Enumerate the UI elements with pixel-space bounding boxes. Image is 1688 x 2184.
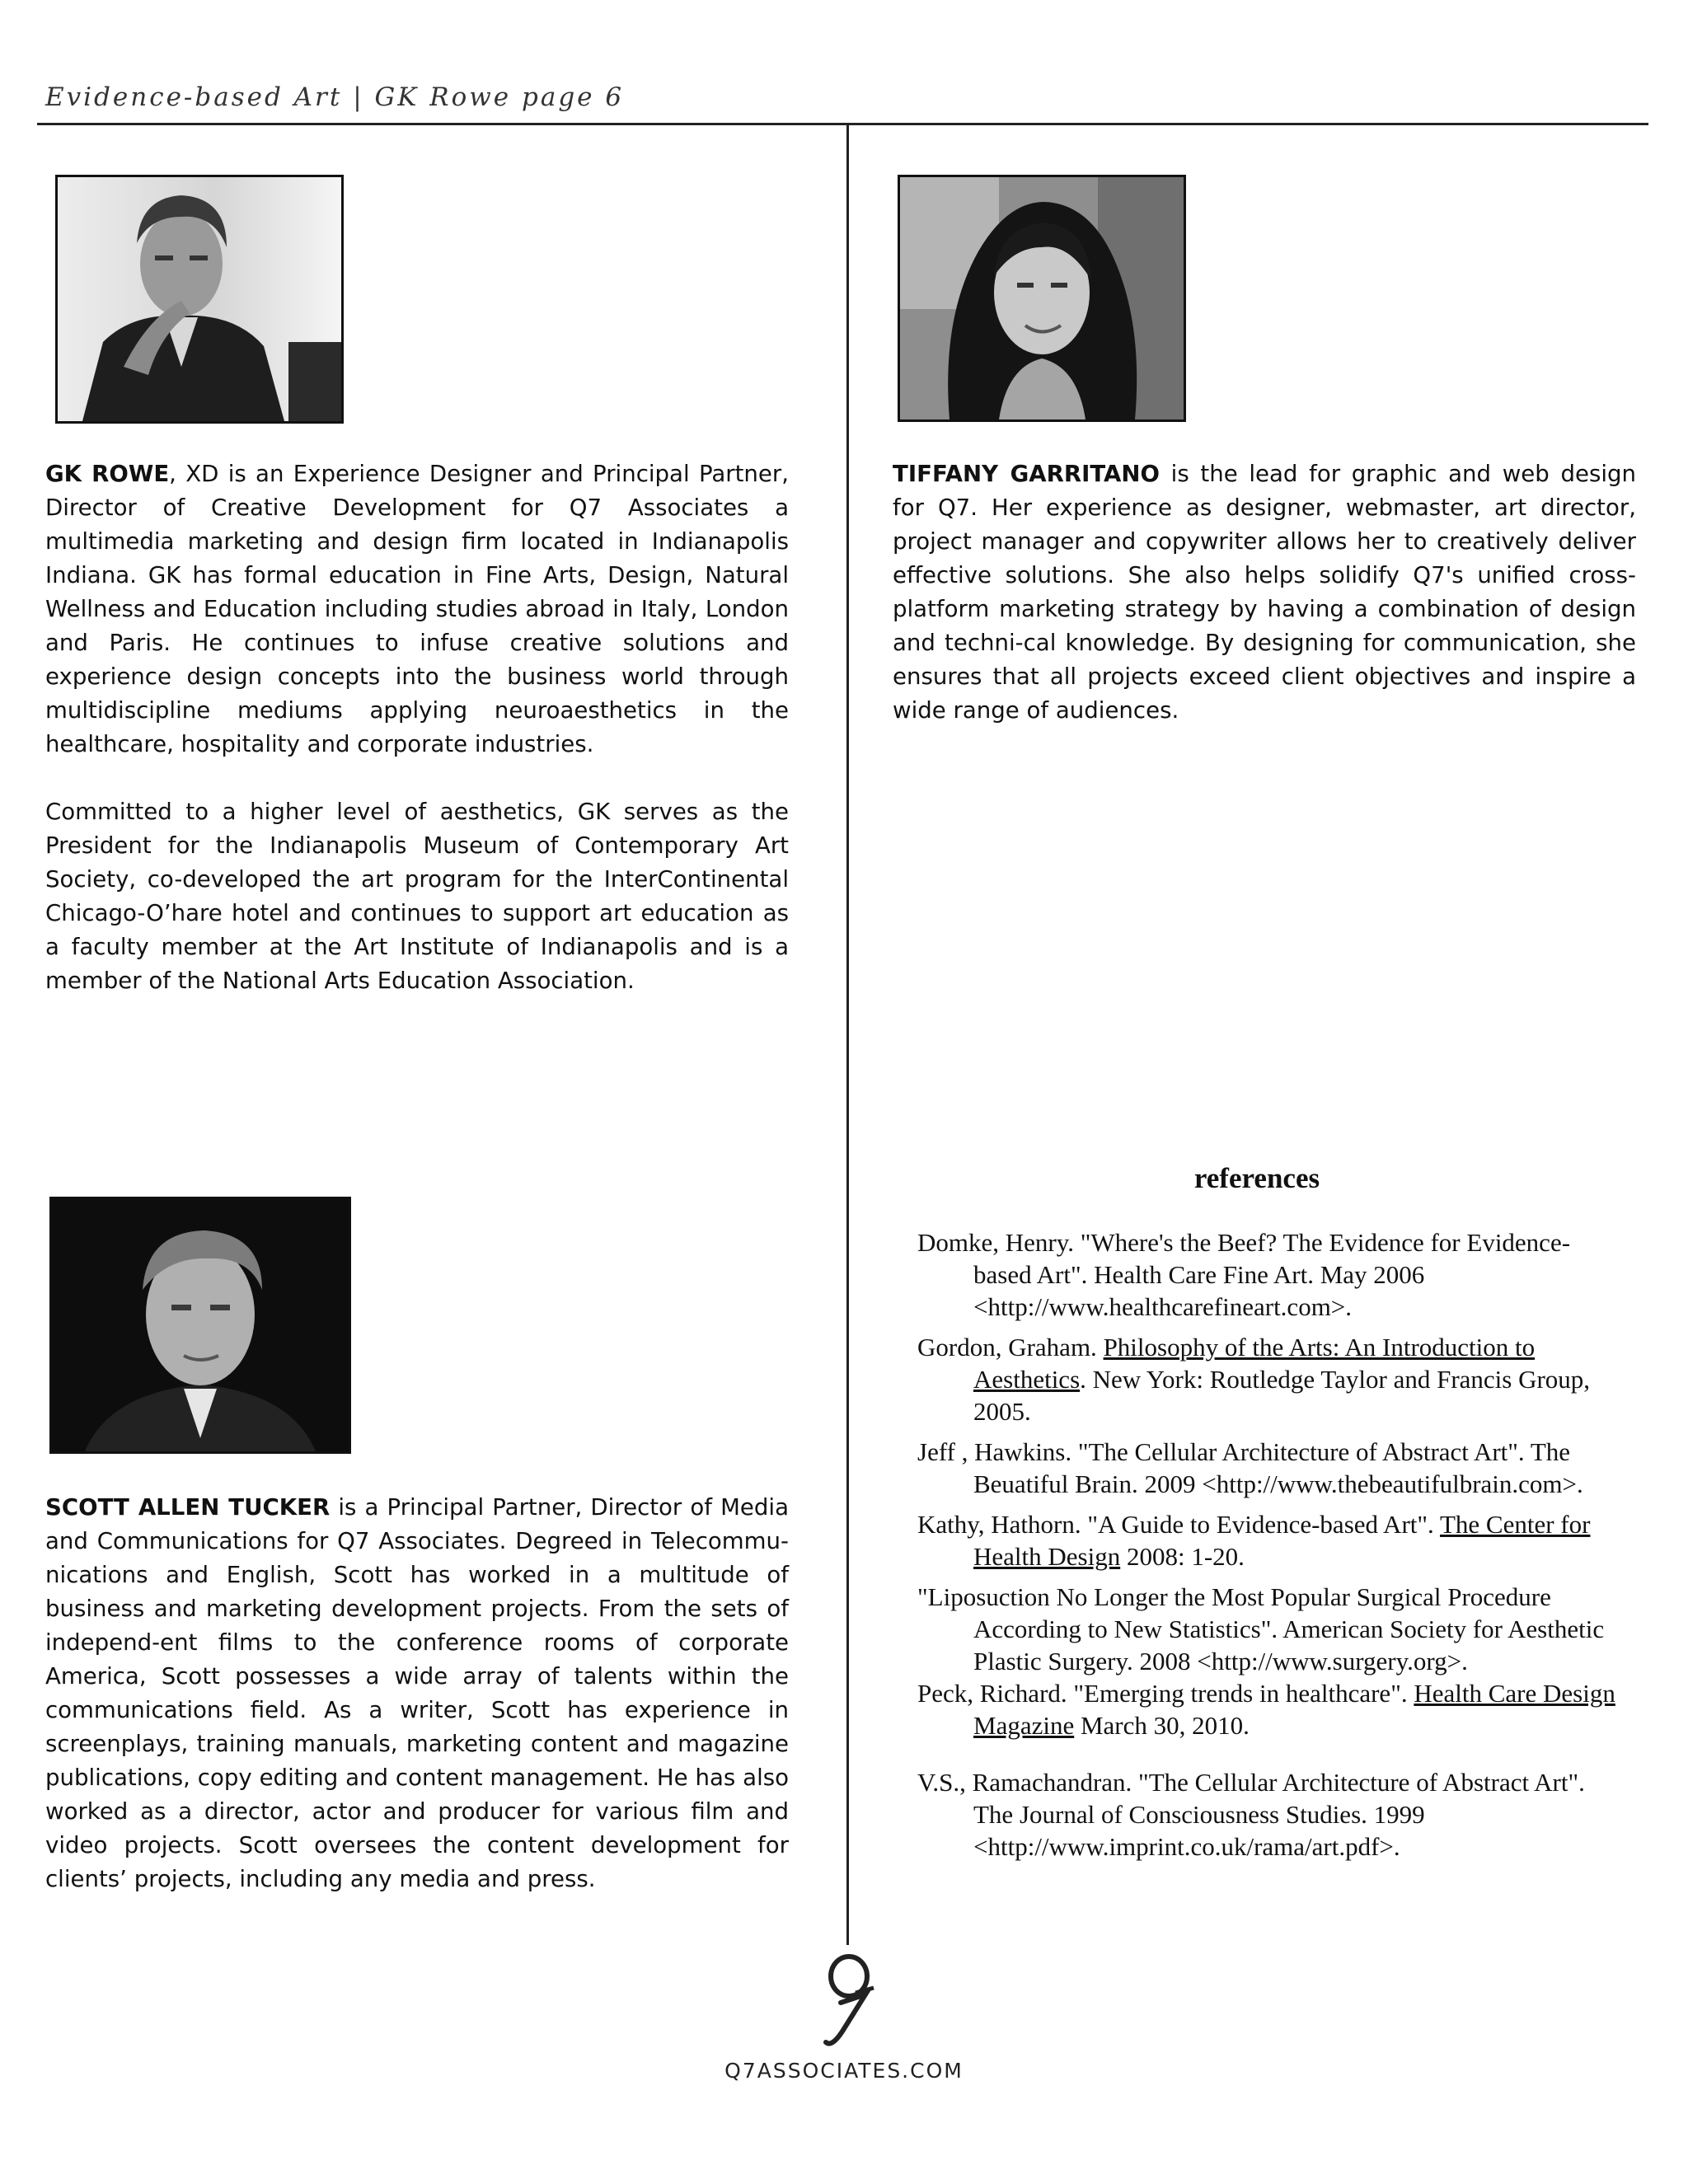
reference-item: Domke, Henry. "Where's the Beef? The Evidence for Evidence-based Art". Health Care Fine Art. May 2006 <http://www.healthcarefineart.com>. — [917, 1228, 1571, 1321]
gk-rowe-name: GK ROWE — [45, 460, 170, 487]
scott-allen-tucker-portrait — [49, 1197, 351, 1454]
reference-item: Jeff , Hawkins. "The Cellular Architecture of Abstract Art". The Beuatiful Brain. 2009 <http://www.thebeautifulbrain.com>. — [917, 1437, 1583, 1498]
q7-logo — [816, 1945, 890, 2052]
reference-item: "Liposuction No Longer the Most Popular Surgical Procedure According to New Statistics". American Society for Aesthetic Plastic Surgery. 2008 <http://www.surgery.org>. — [917, 1582, 1605, 1675]
tiffany-garritano-bio-text: is the lead for graphic and web design for Q7. Her experience as designer, webmaster, art director, project manager and copywriter allows her to creatively deliver effective solutions. She also helps solidify Q7's unified cross-platform marketing strategy by having a combination of design and techni-cal knowledge. By designing for communication, she ensures that all projects exceed client objectives and inspire a wide range of audiences. — [893, 460, 1637, 724]
tiffany-garritano-bio — [893, 457, 1636, 727]
reference-item: Peck, Richard. "Emerging trends in healthcare". Health Care Design Magazine March 30, 2010. — [917, 1679, 1615, 1740]
references-list — [917, 1226, 1626, 1863]
gk-rowe-bio-text: , XD is an Experience Designer and Principal Partner, Director of Creative Development for Q7 Associates a multimedia marketing and design firm located in Indianapolis Indiana. GK has formal education in Fine Arts, Design, Natural Wellness and Education including studies abroad in Italy, London and Paris. He continues to infuse creative solutions and experience design concepts into the business world through multidiscipline mediums applying neuroaesthetics in the healthcare, hospitality and corporate industries. — [45, 460, 789, 757]
scott-allen-tucker-bio-text: is a Principal Partner, Director of Media and Communications for Q7 Associates. Degreed in Telecommu-nications and English, Scott has worked in a multitude of business and marketing development projects. From the sets of independ-ent films to the conference rooms of corporate America, Scott possesses a wide array of talents within the communications field. As a writer, Scott has experience in screenplays, training manuals, marketing content and magazine publications, copy editing and content management. He has also worked as a director, actor and producer for various film and video projects. Scott oversees the content development for clients’ projects, including any media and press. — [45, 1493, 790, 1892]
page-header: Evidence-based Art | GK Rowe page 6 — [45, 82, 625, 112]
header-rule — [37, 123, 1648, 125]
tiffany-garritano-portrait — [898, 175, 1186, 422]
tiffany-garritano-name: TIFFANY GARRITANO — [893, 460, 1160, 487]
column-divider — [846, 125, 849, 1945]
scott-allen-tucker-name: SCOTT ALLEN TUCKER — [45, 1493, 331, 1521]
gk-rowe-bio-second-paragraph: Committed to a higher level of aesthetics, GK serves as the President for the Indianapolis Museum of Contemporary Art Society, co-developed the art program for the InterContinental Chicago-O’hare hotel and continues to support art education as a faculty member at the Art Institute of Indianapolis and is a member of the National Arts Education Association. — [45, 798, 789, 994]
reference-item: Gordon, Graham. Philosophy of the Arts: An Introduction to Aesthetics. New York: Routledge Taylor and Francis Group, 2005. — [917, 1333, 1591, 1426]
gk-rowe-bio — [45, 457, 789, 761]
scott-allen-tucker-bio — [45, 1490, 789, 1896]
reference-item: V.S., Ramachandran. "The Cellular Architecture of Abstract Art". The Journal of Consciousness Studies. 1999 <http://www.imprint.co.uk/rama/art.pdf>. — [917, 1768, 1585, 1861]
footer-website: Q7ASSOCIATES.COM — [724, 2059, 964, 2083]
reference-item: Kathy, Hathorn. "A Guide to Evidence-based Art". The Center for Health Design 2008: 1-20. — [917, 1510, 1591, 1571]
references-heading: references — [1193, 1162, 1320, 1194]
gk-rowe-portrait — [55, 175, 344, 424]
